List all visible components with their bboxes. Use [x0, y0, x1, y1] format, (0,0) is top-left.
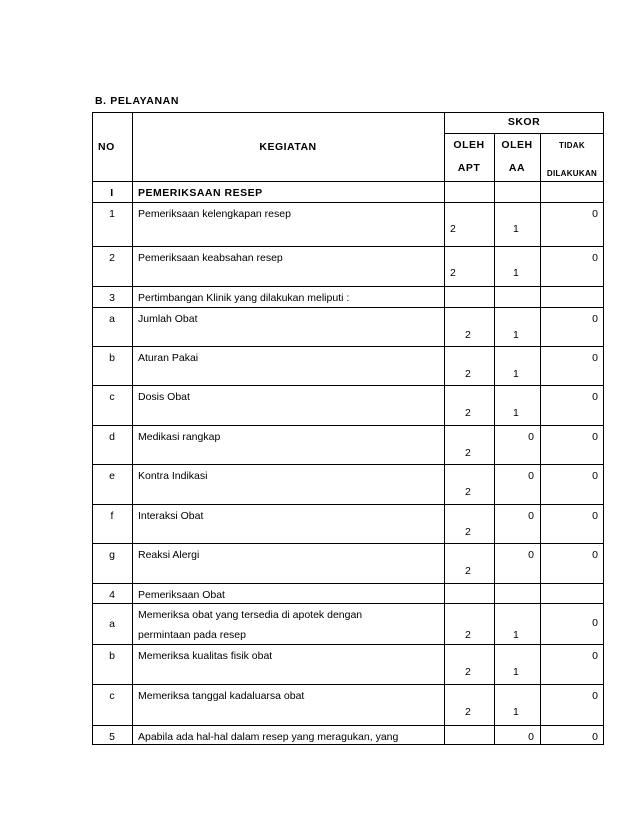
row-kegiatan-text: Jumlah Obat: [138, 313, 198, 325]
row-border-0: [92, 202, 604, 203]
row-number: 4: [109, 589, 115, 601]
score-aa: 1: [513, 407, 519, 419]
score-tidak-dilakukan: 0: [592, 617, 598, 629]
header-apt: APT: [457, 162, 481, 174]
skor-divider-line: [444, 133, 604, 134]
row-kegiatan-text: Kontra Indikasi: [138, 470, 208, 482]
header-tidak: TIDAK: [559, 141, 585, 150]
row-border-6: [92, 425, 604, 426]
row-border-4: [92, 346, 604, 347]
score-aa: 1: [513, 706, 519, 718]
row-kegiatan-text: Apabila ada hal-hal dalam resep yang meragukan, yang: [138, 731, 399, 743]
score-apt: 2: [465, 329, 471, 341]
row-kegiatan-text: Memeriksa kualitas fisik obat: [138, 650, 273, 662]
score-tidak-dilakukan: 0: [592, 352, 598, 364]
row-kegiatan-text: PEMERIKSAAN RESEP: [138, 187, 263, 199]
row-border-8: [92, 504, 604, 505]
header-oleh-apt: OLEH: [453, 139, 485, 151]
row-border-7: [92, 464, 604, 465]
score-aa: 0: [528, 549, 534, 561]
score-aa: 0: [528, 431, 534, 443]
row-border-2: [92, 286, 604, 287]
score-aa: 1: [513, 368, 519, 380]
row-kegiatan-text: Dosis Obat: [138, 391, 190, 403]
score-apt: 2: [465, 447, 471, 459]
row-kegiatan-text: Pertimbangan Klinik yang dilakukan meliputi :: [138, 292, 350, 304]
score-tidak-dilakukan: 0: [592, 510, 598, 522]
row-kegiatan-text: permintaan pada resep: [138, 629, 246, 641]
row-number: c: [109, 690, 115, 702]
header-aa: AA: [508, 162, 526, 174]
score-aa: 1: [513, 666, 519, 678]
score-tidak-dilakukan: 0: [592, 690, 598, 702]
row-border-1: [92, 246, 604, 247]
score-apt: 2: [465, 706, 471, 718]
header-skor: SKOR: [507, 116, 541, 128]
score-aa: 1: [513, 329, 519, 341]
row-kegiatan-text: Pemeriksaan keabsahan resep: [138, 252, 283, 264]
row-border-13: [92, 684, 604, 685]
service-score-table: [92, 112, 604, 744]
score-apt: 2: [450, 267, 456, 279]
row-number: 1: [109, 208, 115, 220]
col-divider-kegiatan: [444, 112, 445, 744]
score-apt: 2: [465, 565, 471, 577]
row-border-5: [92, 385, 604, 386]
header-no: NO: [98, 141, 115, 153]
row-kegiatan-text: Medikasi rangkap: [138, 431, 221, 443]
col-divider-apt: [494, 133, 495, 744]
score-aa: 0: [528, 731, 534, 743]
row-number: a: [109, 618, 115, 630]
row-border-14: [92, 725, 604, 726]
header-kegiatan: KEGIATAN: [259, 141, 317, 153]
score-apt: 2: [465, 407, 471, 419]
row-kegiatan-text: Pemeriksaan kelengkapan resep: [138, 208, 291, 220]
row-number: g: [109, 549, 115, 561]
header-oleh-aa: OLEH: [501, 139, 533, 151]
score-apt: 2: [465, 526, 471, 538]
row-border-12: [92, 644, 604, 645]
row-kegiatan-text: Memeriksa obat yang tersedia di apotek dengan: [138, 609, 363, 621]
row-border-9: [92, 543, 604, 544]
table-border-left: [92, 112, 93, 744]
score-aa: 1: [513, 223, 519, 235]
section-title: B. PELAYANAN: [95, 95, 180, 107]
row-kegiatan-text: Reaksi Alergi: [138, 549, 200, 561]
row-kegiatan-text: Interaksi Obat: [138, 510, 204, 522]
row-border-11: [92, 603, 604, 604]
row-number: b: [109, 650, 115, 662]
row-number: f: [110, 510, 114, 522]
score-tidak-dilakukan: 0: [592, 252, 598, 264]
score-tidak-dilakukan: 0: [592, 650, 598, 662]
score-aa: 1: [513, 267, 519, 279]
row-number: 5: [109, 731, 115, 743]
row-number: c: [109, 391, 115, 403]
score-tidak-dilakukan: 0: [592, 431, 598, 443]
score-aa: 1: [513, 629, 519, 641]
row-border-15: [92, 744, 604, 745]
score-apt: 2: [450, 223, 456, 235]
row-number: a: [109, 313, 115, 325]
header-border-bottom: [92, 181, 604, 182]
table-border-top: [92, 112, 604, 113]
score-apt: 2: [465, 368, 471, 380]
score-tidak-dilakukan: 0: [592, 313, 598, 325]
row-kegiatan-text: Pemeriksaan Obat: [138, 589, 225, 601]
row-number: d: [109, 431, 115, 443]
header-dilakukan: DILAKUKAN: [546, 169, 598, 178]
row-border-10: [92, 583, 604, 584]
table-border-right: [603, 112, 604, 744]
score-tidak-dilakukan: 0: [592, 731, 598, 743]
row-kegiatan-text: Memeriksa tanggal kadaluarsa obat: [138, 690, 305, 702]
score-apt: 2: [465, 666, 471, 678]
row-number: e: [109, 470, 115, 482]
row-border-3: [92, 307, 604, 308]
row-number: 3: [109, 292, 115, 304]
score-tidak-dilakukan: 0: [592, 208, 598, 220]
score-aa: 0: [528, 470, 534, 482]
score-tidak-dilakukan: 0: [592, 391, 598, 403]
score-tidak-dilakukan: 0: [592, 470, 598, 482]
row-kegiatan-text: Aturan Pakai: [138, 352, 199, 364]
score-tidak-dilakukan: 0: [592, 549, 598, 561]
score-apt: 2: [465, 629, 471, 641]
row-number: I: [110, 187, 114, 199]
row-number: 2: [109, 252, 115, 264]
row-number: b: [109, 352, 115, 364]
col-divider-no: [132, 112, 133, 744]
col-divider-aa: [540, 133, 541, 744]
score-aa: 0: [528, 510, 534, 522]
score-apt: 2: [465, 486, 471, 498]
